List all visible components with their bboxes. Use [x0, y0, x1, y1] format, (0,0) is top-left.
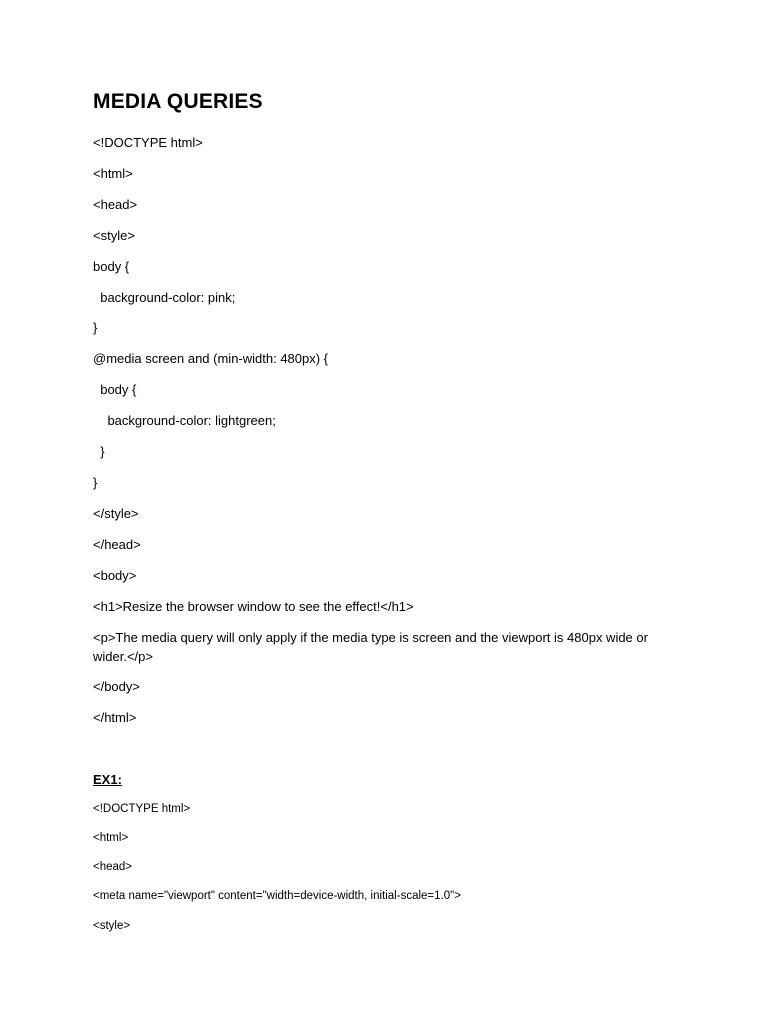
code-line: background-color: lightgreen;: [93, 413, 276, 428]
code-line: }: [93, 475, 98, 490]
code-line: </head>: [93, 537, 141, 552]
example-code-line: <html>: [93, 832, 129, 844]
code-line: }: [93, 444, 105, 459]
code-line: </style>: [93, 506, 139, 521]
code-line: <h1>Resize the browser window to see the effect!</h1>: [93, 599, 414, 614]
code-line: }: [93, 320, 98, 335]
code-line: body {: [93, 259, 130, 274]
code-line: <p>The media query will only apply if the media type is screen and the viewport is 480px wide or wider.</p>: [93, 630, 652, 664]
code-line: <body>: [93, 568, 137, 583]
page-title: MEDIA QUERIES: [93, 90, 263, 113]
example-code-line: <style>: [93, 920, 131, 932]
code-line: body {: [93, 382, 137, 397]
code-line: </html>: [93, 710, 137, 725]
example-heading: EX1:: [93, 772, 122, 787]
example-code-line: <!DOCTYPE html>: [93, 803, 191, 815]
code-line: @media screen and (min-width: 480px) {: [93, 351, 329, 366]
code-line: </body>: [93, 679, 140, 694]
example-code-line: <head>: [93, 861, 133, 873]
code-line: <style>: [93, 228, 135, 243]
example-code-line: <meta name="viewport" content="width=device-width, initial-scale=1.0">: [93, 890, 461, 902]
code-line: <head>: [93, 197, 138, 212]
code-line: background-color: pink;: [93, 290, 236, 305]
code-line: <html>: [93, 166, 133, 181]
code-line: <!DOCTYPE html>: [93, 135, 203, 150]
